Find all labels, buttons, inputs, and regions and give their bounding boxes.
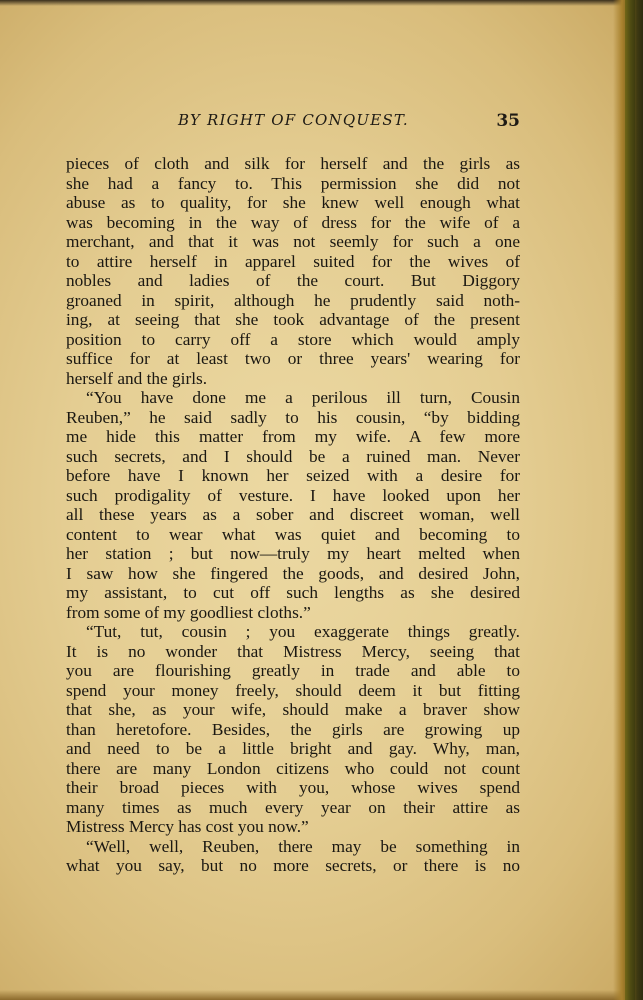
text-line: many times as much every year on their attire as <box>66 797 520 817</box>
text-line: herself and the girls. <box>66 368 208 388</box>
text-line: spend your money freely, should deem it but fitting <box>66 680 520 700</box>
text-line: me hide this matter from my wife. A few more <box>66 427 520 446</box>
text-line: suffice for at least two or three years' wearing for <box>66 349 520 368</box>
book-binding-edge <box>625 0 635 1000</box>
text-line: to attire herself in apparel suited for the wives of <box>66 251 520 271</box>
text-line: such secrets, and I should be a ruined man. Never <box>66 446 520 466</box>
text-line: from some of my goodliest cloths.” <box>66 602 311 622</box>
text-line: “Tut, tut, cousin ; you exaggerate things greatly. <box>86 622 520 641</box>
page-header <box>66 111 520 133</box>
text-line: Mistress Mercy has cost you now.” <box>66 817 309 836</box>
text-line: position to carry off a store which would amply <box>66 329 520 349</box>
text-line: my assistant, to cut off such lengths as she desired <box>66 583 520 602</box>
text-line: nobles and ladies of the court. But Diggory <box>66 271 520 290</box>
text-line: merchant, and that it was not seemly for such a one <box>66 232 520 251</box>
text-line: there are many London citizens who could not count <box>66 758 520 778</box>
text-line: their broad pieces with you, whose wives spend <box>66 778 520 797</box>
text-line: “You have done me a perilous ill turn, Cousin <box>86 388 520 407</box>
text-line: I saw how she fingered the goods, and desired John, <box>66 563 520 583</box>
text-line: she had a fancy to. This permission she did not <box>66 173 520 193</box>
text-line: and need to be a little bright and gay. Why, man, <box>66 739 520 758</box>
text-line: ing, at seeing that she took advantage of the present <box>66 310 520 329</box>
text-line: such prodigality of vesture. I have looked upon her <box>66 485 520 505</box>
text-line: abuse as to quality, for she knew well enough what <box>66 193 520 212</box>
text-line: It is no wonder that Mistress Mercy, seeing that <box>66 641 520 661</box>
text-line: was becoming in the way of dress for the wife of a <box>66 212 520 232</box>
text-line: that she, as your wife, should make a braver show <box>66 700 520 719</box>
text-line: “Well, well, Reuben, there may be something in <box>86 836 520 856</box>
text-line: her station ; but now—truly my heart melted when <box>66 544 520 563</box>
text-line: content to wear what was quiet and becoming to <box>66 524 520 544</box>
text-line: what you say, but no more secrets, or there is no <box>66 856 520 875</box>
text-line: than heretofore. Besides, the girls are growing up <box>66 719 520 739</box>
page-number: 35 <box>496 111 520 131</box>
text-line: all these years as a sober and discreet woman, well <box>66 505 520 524</box>
text-line: you are flourishing greatly in trade and able to <box>66 661 520 680</box>
text-line: before have I known her seized with a desire for <box>66 466 520 485</box>
running-head: BY RIGHT OF CONQUEST. <box>178 111 409 129</box>
text-line: groaned in spirit, although he prudently said noth- <box>66 290 520 310</box>
body-text <box>66 154 520 876</box>
text-line: Reuben,” he said sadly to his cousin, “by bidding <box>66 407 520 427</box>
page-top-shadow <box>0 0 643 6</box>
page-bottom-edge <box>0 990 643 1000</box>
text-line: pieces of cloth and silk for herself and the girls as <box>66 154 520 173</box>
